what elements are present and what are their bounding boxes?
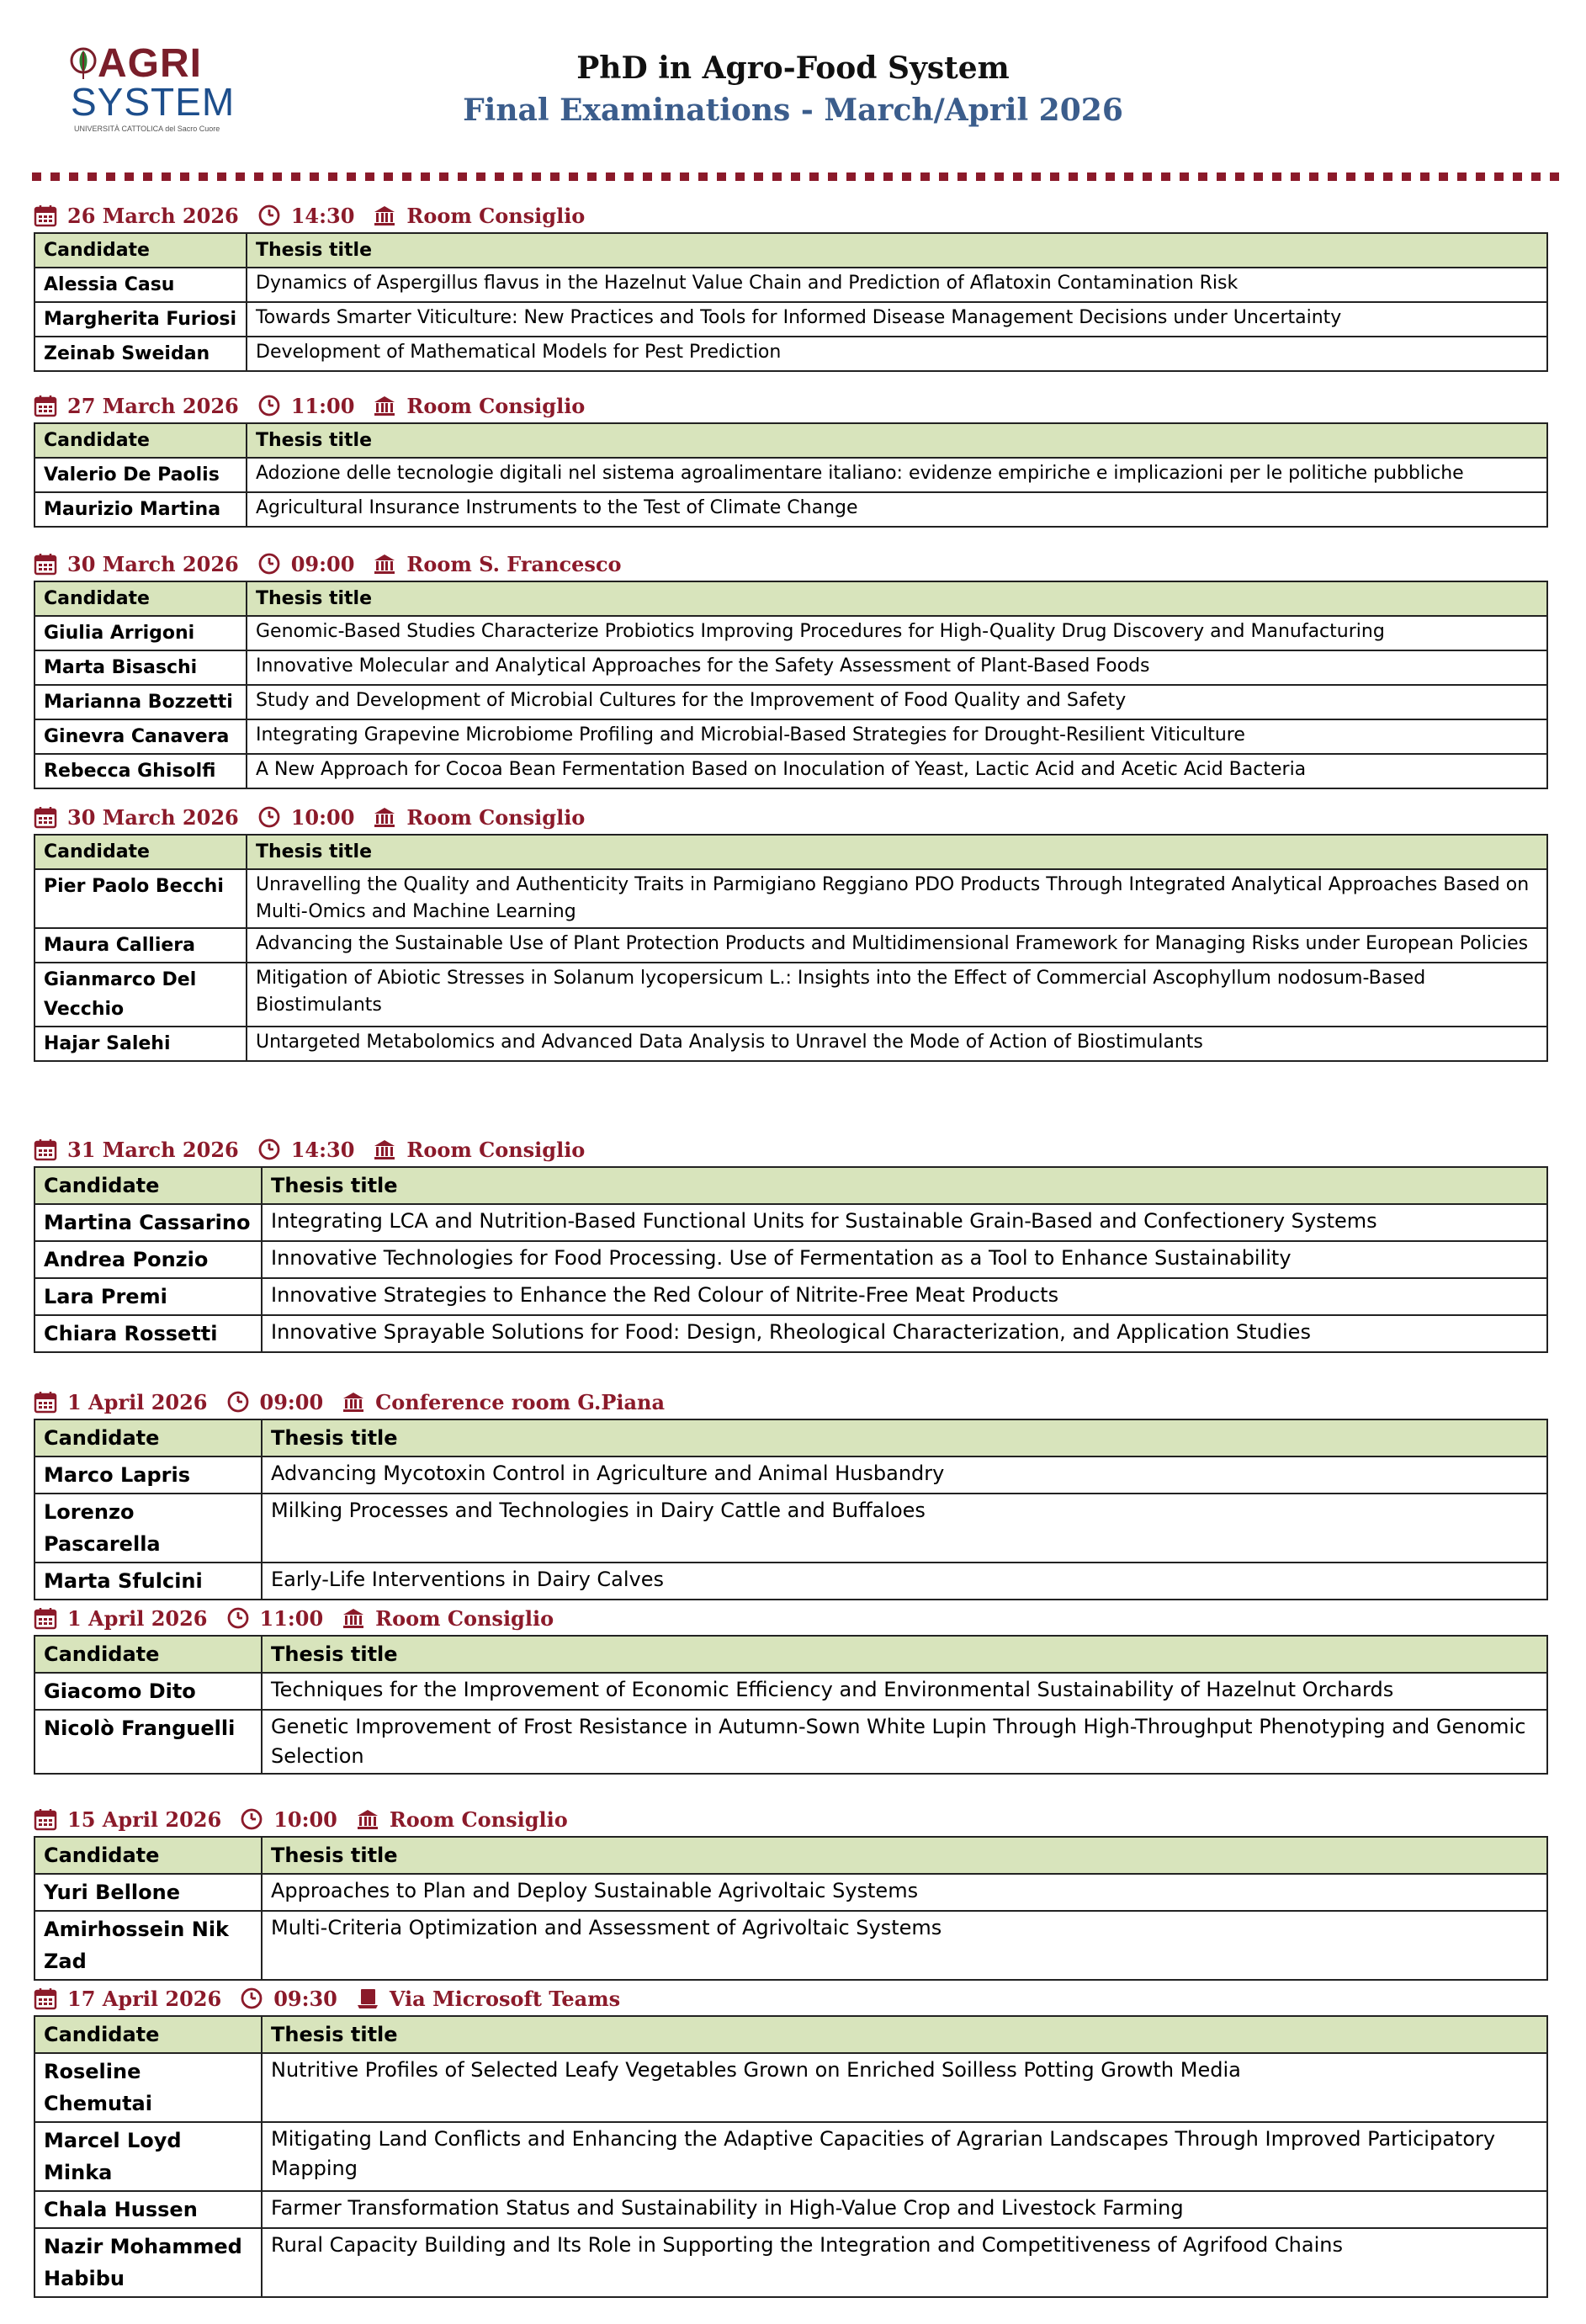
column-header-candidate: Candidate xyxy=(34,1837,262,1874)
session-time: 10:00 xyxy=(290,804,355,830)
thesis-title: Multi-Criteria Optimization and Assessment of Agrivoltaic Systems xyxy=(262,1911,1547,1980)
table-row xyxy=(34,1241,1547,1278)
candidate-name: Hajar Salehi xyxy=(34,1027,247,1061)
thesis-title: Agricultural Insurance Instruments to the Test of Climate Change xyxy=(247,492,1547,527)
candidate-name: Maura Calliera xyxy=(34,928,247,963)
table-row xyxy=(34,1204,1547,1241)
session-date: 17 April 2026 xyxy=(67,1986,222,2011)
candidates-table xyxy=(34,1635,1548,1775)
session-header xyxy=(34,389,1548,422)
table-row xyxy=(34,1456,1547,1494)
calendar-icon xyxy=(34,552,67,576)
candidate-name: Valerio De Paolis xyxy=(34,458,247,492)
table-row xyxy=(34,1911,1547,1980)
candidates-table xyxy=(34,422,1548,528)
candidates-table xyxy=(34,834,1548,1062)
session-room: Room Consiglio xyxy=(406,203,586,228)
table-row xyxy=(34,2053,1547,2122)
exam-session xyxy=(34,1982,1548,2298)
table-row xyxy=(34,616,1547,650)
exam-session xyxy=(34,389,1548,528)
candidate-name: Roseline Chemutai xyxy=(34,2053,262,2122)
session-time: 09:00 xyxy=(290,551,355,576)
table-header-row xyxy=(34,1167,1547,1204)
table-row xyxy=(34,963,1547,1027)
candidates-table xyxy=(34,1166,1548,1353)
calendar-icon xyxy=(34,1987,67,2010)
column-header-thesis: Thesis title xyxy=(247,835,1547,869)
session-room: Room Consiglio xyxy=(406,1137,586,1162)
laptop-icon xyxy=(356,1987,390,2010)
session-room: Room Consiglio xyxy=(406,393,586,418)
candidates-table xyxy=(34,581,1548,789)
session-date: 15 April 2026 xyxy=(67,1807,222,1832)
candidates-table xyxy=(34,2015,1548,2298)
table-row xyxy=(34,869,1547,928)
session-time: 11:00 xyxy=(259,1605,324,1631)
clock-icon xyxy=(240,1807,273,1831)
candidate-name: Nicolò Franguelli xyxy=(34,1710,262,1774)
thesis-title: Genetic Improvement of Frost Resistance in Autumn-Sown White Lupin Through High-Throughput Phenotyping and Genomic Selection xyxy=(262,1710,1547,1774)
candidate-name: Marta Sfulcini xyxy=(34,1563,262,1600)
thesis-title: Approaches to Plan and Deploy Sustainable Agrivoltaic Systems xyxy=(262,1874,1547,1911)
candidate-name: Ginevra Canavera xyxy=(34,719,247,754)
thesis-title: Farmer Transformation Status and Sustainability in High-Value Crop and Livestock Farming xyxy=(262,2191,1547,2228)
candidate-name: Maurizio Martina xyxy=(34,492,247,527)
candidate-name: Margherita Furiosi xyxy=(34,302,247,337)
candidate-name: Zeinab Sweidan xyxy=(34,337,247,371)
column-header-thesis: Thesis title xyxy=(262,1636,1547,1673)
candidate-name: Nazir Mohammed Habibu xyxy=(34,2228,262,2297)
table-row xyxy=(34,1315,1547,1352)
session-header xyxy=(34,1982,1548,2015)
candidate-name: Gianmarco Del Vecchio xyxy=(34,963,247,1027)
session-date: 31 March 2026 xyxy=(67,1137,239,1162)
session-room: Room Consiglio xyxy=(389,1807,568,1832)
column-header-candidate: Candidate xyxy=(34,233,247,268)
logo-university-text: UNIVERSITÀ CATTOLICA del Sacro Cuore xyxy=(74,125,220,133)
calendar-icon xyxy=(34,1807,67,1831)
thesis-title: Techniques for the Improvement of Economic Efficiency and Environmental Sustainability of Hazelnut Orchards xyxy=(262,1673,1547,1710)
session-room: Room Consiglio xyxy=(406,804,586,830)
column-header-thesis: Thesis title xyxy=(262,1167,1547,1204)
clock-icon xyxy=(257,552,291,576)
candidate-name: Chiara Rossetti xyxy=(34,1315,262,1352)
candidate-name: Yuri Bellone xyxy=(34,1874,262,1911)
building-icon xyxy=(342,1606,375,1630)
candidate-name: Amirhossein Nik Zad xyxy=(34,1911,262,1980)
column-header-thesis: Thesis title xyxy=(247,233,1547,268)
clock-icon xyxy=(226,1390,260,1414)
table-header-row xyxy=(34,2016,1547,2053)
thesis-title: Innovative Sprayable Solutions for Food: Design, Rheological Characterization, and Application Studies xyxy=(262,1315,1547,1352)
clock-icon xyxy=(257,1138,291,1161)
session-date: 27 March 2026 xyxy=(67,393,239,418)
thesis-title: Development of Mathematical Models for Pest Prediction xyxy=(247,337,1547,371)
candidates-table xyxy=(34,232,1548,372)
candidate-name: Marco Lapris xyxy=(34,1456,262,1494)
column-header-candidate: Candidate xyxy=(34,1167,262,1204)
column-header-candidate: Candidate xyxy=(34,1636,262,1673)
thesis-title: Dynamics of Aspergillus flavus in the Hazelnut Value Chain and Prediction of Aflatoxin Contamination Risk xyxy=(247,268,1547,302)
table-header-row xyxy=(34,835,1547,869)
exam-session xyxy=(34,800,1548,1062)
table-row xyxy=(34,302,1547,337)
thesis-title: Milking Processes and Technologies in Dairy Cattle and Buffaloes xyxy=(262,1494,1547,1563)
table-row xyxy=(34,1563,1547,1600)
session-room: Room S. Francesco xyxy=(406,551,622,576)
building-icon xyxy=(373,805,406,829)
session-header xyxy=(34,199,1548,232)
table-header-row xyxy=(34,1419,1547,1456)
thesis-title: Advancing Mycotoxin Control in Agriculture and Animal Husbandry xyxy=(262,1456,1547,1494)
column-header-candidate: Candidate xyxy=(34,581,247,616)
table-row xyxy=(34,492,1547,527)
calendar-icon xyxy=(34,204,67,227)
candidate-name: Pier Paolo Becchi xyxy=(34,869,247,928)
session-header xyxy=(34,1802,1548,1836)
table-row xyxy=(34,719,1547,754)
calendar-icon xyxy=(34,1390,67,1414)
column-header-candidate: Candidate xyxy=(34,2016,262,2053)
thesis-title: Unravelling the Quality and Authenticity Traits in Parmigiano Reggiano PDO Products Through Integrated Analytical Approaches Based on Multi-Omics and Machine Learning xyxy=(247,869,1547,928)
session-date: 1 April 2026 xyxy=(67,1389,208,1414)
table-row xyxy=(34,1874,1547,1911)
table-row xyxy=(34,1494,1547,1563)
table-row xyxy=(34,2122,1547,2191)
table-header-row xyxy=(34,581,1547,616)
thesis-title: Mitigation of Abiotic Stresses in Solanum lycopersicum L.: Insights into the Effect of Commercial Ascophyllum nodosum-Based Biostimulants xyxy=(247,963,1547,1027)
table-row xyxy=(34,268,1547,302)
table-row xyxy=(34,928,1547,963)
candidate-name: Rebecca Ghisolfi xyxy=(34,754,247,788)
session-time: 11:00 xyxy=(290,393,355,418)
thesis-title: Integrating Grapevine Microbiome Profiling and Microbial-Based Strategies for Drought-Resilient Viticulture xyxy=(247,719,1547,754)
table-header-row xyxy=(34,1636,1547,1673)
exam-session xyxy=(34,1385,1548,1600)
thesis-title: Untargeted Metabolomics and Advanced Data Analysis to Unravel the Mode of Action of Biostimulants xyxy=(247,1027,1547,1061)
thesis-title: Innovative Technologies for Food Processing. Use of Fermentation as a Tool to Enhance Sustainability xyxy=(262,1241,1547,1278)
thesis-title: Genomic-Based Studies Characterize Probiotics Improving Procedures for High-Quality Drug Discovery and Manufacturing xyxy=(247,616,1547,650)
thesis-title: Innovative Molecular and Analytical Approaches for the Safety Assessment of Plant-Based Foods xyxy=(247,650,1547,685)
logo-system-text: SYSTEM xyxy=(71,80,236,124)
page-title: PhD in Agro-Food System xyxy=(576,50,1010,86)
clock-icon xyxy=(226,1606,260,1630)
table-row xyxy=(34,2191,1547,2228)
calendar-icon xyxy=(34,1138,67,1161)
column-header-thesis: Thesis title xyxy=(247,423,1547,458)
table-row xyxy=(34,337,1547,371)
candidate-name: Lorenzo Pascarella xyxy=(34,1494,262,1563)
exam-session xyxy=(34,1601,1548,1775)
session-room: Conference room G.Piana xyxy=(375,1389,666,1414)
clock-icon xyxy=(257,805,291,829)
table-header-row xyxy=(34,1837,1547,1874)
session-header xyxy=(34,1133,1548,1166)
table-row xyxy=(34,1710,1547,1774)
building-icon xyxy=(356,1807,390,1831)
session-room: Via Microsoft Teams xyxy=(389,1986,621,2011)
session-header xyxy=(34,1601,1548,1635)
table-row xyxy=(34,458,1547,492)
thesis-title: Study and Development of Microbial Cultures for the Improvement of Food Quality and Safety xyxy=(247,685,1547,719)
table-row xyxy=(34,650,1547,685)
clock-icon xyxy=(257,204,291,227)
session-header xyxy=(34,1385,1548,1419)
thesis-title: Towards Smarter Viticulture: New Practices and Tools for Informed Disease Management Decisions under Uncertainty xyxy=(247,302,1547,337)
column-header-candidate: Candidate xyxy=(34,835,247,869)
thesis-title: Early-Life Interventions in Dairy Calves xyxy=(262,1563,1547,1600)
session-time: 14:30 xyxy=(290,203,355,228)
candidate-name: Giulia Arrigoni xyxy=(34,616,247,650)
exam-session xyxy=(34,1133,1548,1353)
building-icon xyxy=(373,394,406,417)
session-time: 09:30 xyxy=(273,1986,337,2011)
clock-icon xyxy=(240,1987,273,2010)
thesis-title: Nutritive Profiles of Selected Leafy Vegetables Grown on Enriched Soilless Potting Growth Media xyxy=(262,2053,1547,2122)
table-row xyxy=(34,1027,1547,1061)
column-header-thesis: Thesis title xyxy=(262,1419,1547,1456)
session-header xyxy=(34,547,1548,581)
column-header-thesis: Thesis title xyxy=(262,2016,1547,2053)
thesis-title: Advancing the Sustainable Use of Plant Protection Products and Multidimensional Framework for Managing Risks under European Policies xyxy=(247,928,1547,963)
building-icon xyxy=(373,552,406,576)
session-date: 1 April 2026 xyxy=(67,1605,208,1631)
table-row xyxy=(34,754,1547,788)
candidate-name: Alessia Casu xyxy=(34,268,247,302)
session-date: 30 March 2026 xyxy=(67,551,239,576)
candidate-name: Lara Premi xyxy=(34,1278,262,1315)
table-row xyxy=(34,1278,1547,1315)
thesis-title: Innovative Strategies to Enhance the Red Colour of Nitrite-Free Meat Products xyxy=(262,1278,1547,1315)
table-header-row xyxy=(34,233,1547,268)
dotted-divider xyxy=(30,172,1562,182)
building-icon xyxy=(373,1138,406,1161)
exam-session xyxy=(34,547,1548,789)
clock-icon xyxy=(257,394,291,417)
candidate-name: Marianna Bozzetti xyxy=(34,685,247,719)
table-header-row xyxy=(34,423,1547,458)
session-time: 14:30 xyxy=(290,1137,355,1162)
building-icon xyxy=(373,204,406,227)
exam-session xyxy=(34,1802,1548,1981)
table-row xyxy=(34,685,1547,719)
thesis-title: Rural Capacity Building and Its Role in Supporting the Integration and Competitiveness of Agrifood Chains xyxy=(262,2228,1547,2297)
column-header-thesis: Thesis title xyxy=(262,1837,1547,1874)
logo-agri-text: AGRI xyxy=(98,41,202,86)
column-header-thesis: Thesis title xyxy=(247,581,1547,616)
candidate-name: Chala Hussen xyxy=(34,2191,262,2228)
candidates-table xyxy=(34,1419,1548,1600)
calendar-icon xyxy=(34,805,67,829)
candidate-name: Marta Bisaschi xyxy=(34,650,247,685)
calendar-icon xyxy=(34,394,67,417)
session-date: 30 March 2026 xyxy=(67,804,239,830)
column-header-candidate: Candidate xyxy=(34,1419,262,1456)
column-header-candidate: Candidate xyxy=(34,423,247,458)
candidate-name: Martina Cassarino xyxy=(34,1204,262,1241)
thesis-title: A New Approach for Cocoa Bean Fermentation Based on Inoculation of Yeast, Lactic Acid and Acetic Acid Bacteria xyxy=(247,754,1547,788)
session-room: Room Consiglio xyxy=(375,1605,554,1631)
session-time: 10:00 xyxy=(273,1807,337,1832)
session-header xyxy=(34,800,1548,834)
candidate-name: Marcel Loyd Minka xyxy=(34,2122,262,2191)
building-icon xyxy=(342,1390,375,1414)
thesis-title: Integrating LCA and Nutrition-Based Functional Units for Sustainable Grain-Based and Confectionery Systems xyxy=(262,1204,1547,1241)
calendar-icon xyxy=(34,1606,67,1630)
thesis-title: Adozione delle tecnologie digitali nel sistema agroalimentare italiano: evidenze empiriche e implicazioni per le politiche pubbliche xyxy=(247,458,1547,492)
exam-session xyxy=(34,199,1548,372)
table-row xyxy=(34,1673,1547,1710)
candidate-name: Andrea Ponzio xyxy=(34,1241,262,1278)
candidate-name: Giacomo Dito xyxy=(34,1673,262,1710)
page-subtitle: Final Examinations - March/April 2026 xyxy=(463,93,1123,128)
session-time: 09:00 xyxy=(259,1389,324,1414)
candidates-table xyxy=(34,1836,1548,1981)
table-row xyxy=(34,2228,1547,2297)
session-date: 26 March 2026 xyxy=(67,203,239,228)
thesis-title: Mitigating Land Conflicts and Enhancing the Adaptive Capacities of Agrarian Landscapes Through Improved Participatory Mapping xyxy=(262,2122,1547,2191)
